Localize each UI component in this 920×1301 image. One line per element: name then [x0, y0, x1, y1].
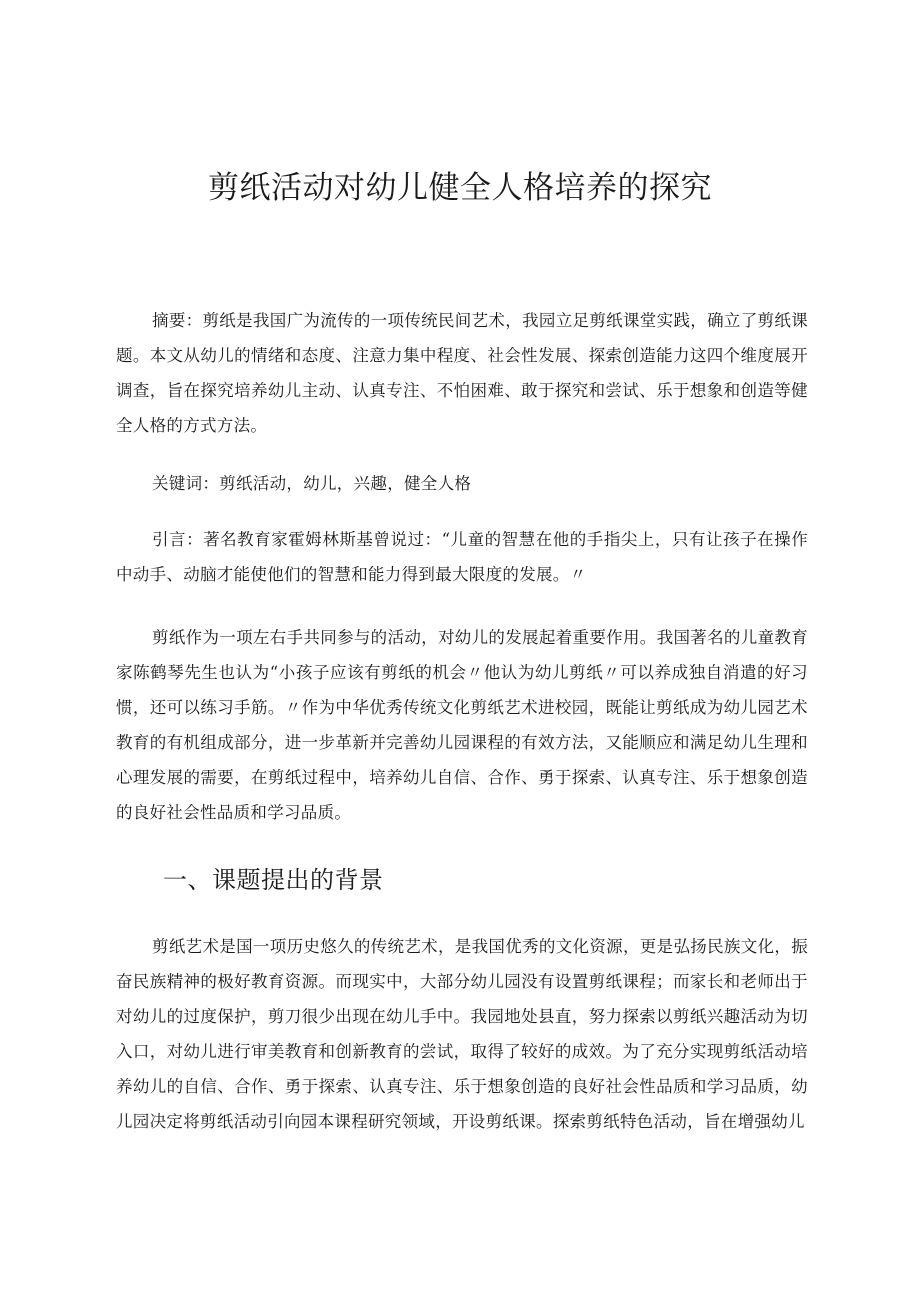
- section-heading: 一、课题提出的背景: [163, 866, 384, 894]
- abstract-paragraph: 摘要：剪纸是我国广为流传的一项传统民间艺术，我园立足剪纸课堂实践，确立了剪纸课题。本文从幼儿的情绪和态度、注意力集中程度、社会性发展、探索创造能力这四个维度展开调查，旨在探究培养幼儿主动、认真专注、不怕困难、敢于探究和尝试、乐于想象和创造等健全人格的方式方法。: [116, 311, 808, 435]
- section-paragraph: 剪纸艺术是国一项历史悠久的传统艺术，是我国优秀的文化资源，更是弘扬民族文化，振奋民族精神的极好教育资源。而现实中，大部分幼儿园没有设置剪纸课程；而家长和老师出于对幼儿的过度保护，剪刀很少出现在幼儿手中。我园地处县直，努力探索以剪纸兴趣活动为切入口，对幼儿进行审美教育和创新教育的尝试，取得了较好的成效。为了充分实现剪纸活动培养幼儿的自信、合作、勇于探索、认真专注、乐于想象创造的良好社会性品质和学习品质，幼儿园决定将剪纸活动引向园本课程研究领域，开设剪纸课。探索剪纸特色活动，旨在增强幼儿: [116, 937, 808, 1131]
- introduction-paragraph: 引言：著名教育家霍姆林斯基曾说过：“儿童的智慧在他的手指尖上，只有让孩子在操作中动手、动脑才能使他们的智慧和能力得到最大限度的发展。〃: [116, 530, 808, 584]
- document-title: 剪纸活动对幼儿健全人格培养的探究: [208, 170, 712, 206]
- keywords-paragraph: 关键词：剪纸活动，幼儿，兴趣，健全人格: [152, 474, 472, 493]
- body-paragraph: 剪纸作为一项左右手共同参与的活动，对幼儿的发展起着重要作用。我国著名的儿童教育家陈鹤琴先生也认为“小孩子应该有剪纸的机会〃他认为幼儿剪纸〃可以养成独自消遣的好习惯，还可以练习手筋。〃作为中华优秀传统文化剪纸艺术进校园，既能让剪纸成为幼儿园艺术教育的有机组成部分，进一步革新并完善幼儿园课程的有效方法，又能顺应和满足幼儿生理和心理发展的需要，在剪纸过程中，培养幼儿自信、合作、勇于探索、认真专注、乐于想象创造的良好社会性品质和学习品质。: [116, 628, 808, 822]
